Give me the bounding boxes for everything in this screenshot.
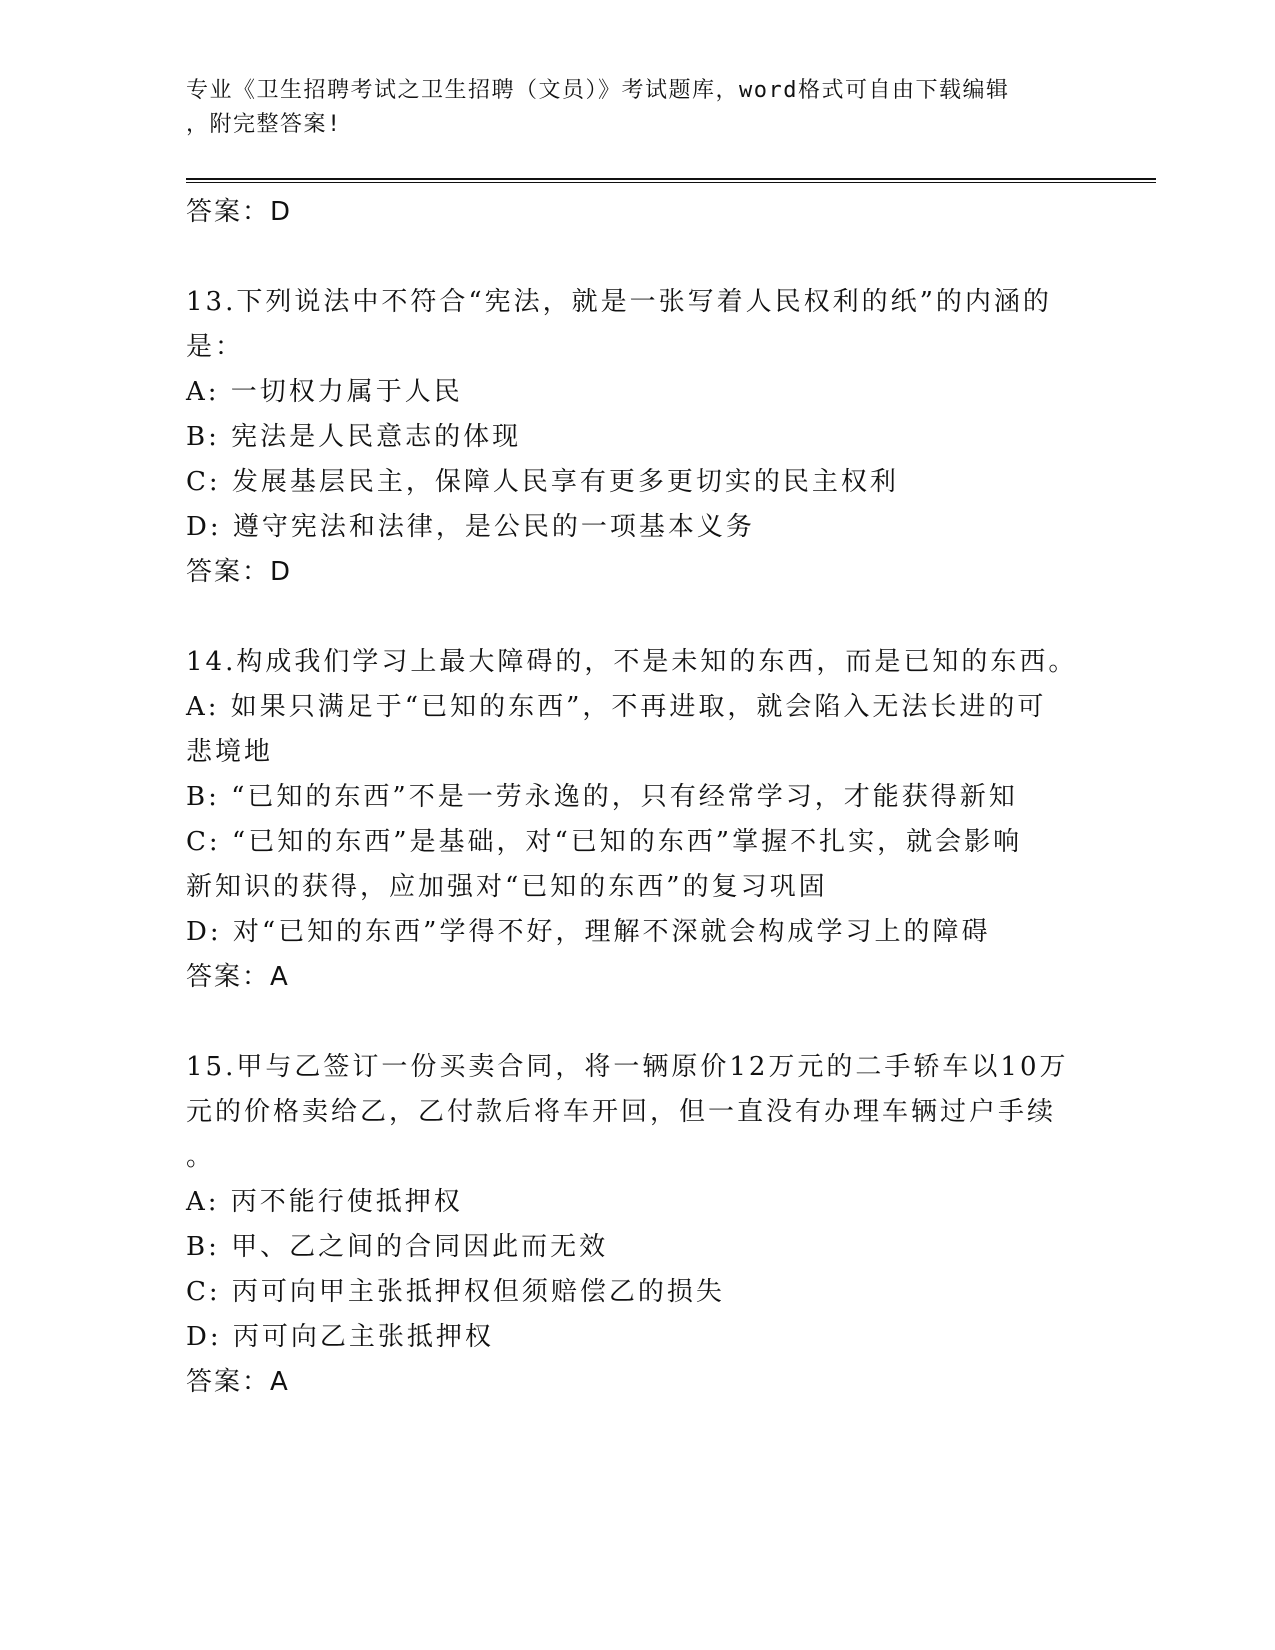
question-block xyxy=(186,280,1086,595)
option-d: D: 对“已知的东西”学得不好，理解不深就会构成学习上的障碍 xyxy=(186,917,991,947)
option-c: C: 丙可向甲主张抵押权但须赔偿乙的损失 xyxy=(186,1277,725,1307)
question-stem-line: 14.构成我们学习上最大障碍的，不是未知的东西，而是已知的东西。 xyxy=(186,647,1078,677)
question-stem-line: 是： xyxy=(186,332,245,362)
answer-label: 答案：D xyxy=(186,197,293,227)
option-c: C: “已知的东西”是基础，对“已知的东西”掌握不扎实，就会影响 xyxy=(186,827,1023,857)
header-line-1: 专业《卫生招聘考试之卫生招聘（文员）》考试题库，word格式可自由下载编辑 xyxy=(186,78,1010,103)
question-block xyxy=(186,1045,1086,1405)
option-b: B: “已知的东西”不是一劳永逸的，只有经常学习，才能获得新知 xyxy=(186,782,1018,812)
header-line-2: ，附完整答案! xyxy=(186,112,342,137)
option-b: B: 宪法是人民意志的体现 xyxy=(186,422,522,452)
option-a: A: 一切权力属于人民 xyxy=(186,377,463,407)
question-list xyxy=(186,190,1086,1405)
question-block xyxy=(186,640,1086,1000)
answer-label: 答案：A xyxy=(186,962,290,992)
header-divider xyxy=(186,178,1156,183)
document-page xyxy=(186,0,1156,1650)
question-stem-line: 13.下列说法中不符合“宪法，就是一张写着人民权利的纸”的内涵的 xyxy=(186,287,1052,317)
question-stem-line: 。 xyxy=(186,1142,216,1172)
option-d: D: 遵守宪法和法律，是公民的一项基本义务 xyxy=(186,512,755,542)
option-a: A: 丙不能行使抵押权 xyxy=(186,1187,463,1217)
question-stem-line: 15.甲与乙签订一份买卖合同，将一辆原价12万元的二手轿车以10万 xyxy=(186,1052,1069,1082)
answer-label: 答案：A xyxy=(186,1367,290,1397)
option-a-continued: 悲境地 xyxy=(186,737,274,767)
option-b: B: 甲、乙之间的合同因此而无效 xyxy=(186,1232,609,1262)
option-c-continued: 新知识的获得，应加强对“已知的东西”的复习巩固 xyxy=(186,872,828,902)
answer-label: 答案：D xyxy=(186,557,293,587)
question-stem-line: 元的价格卖给乙，乙付款后将车开回，但一直没有办理车辆过户手续 xyxy=(186,1097,1057,1127)
option-a: A: 如果只满足于“已知的东西”，不再进取，就会陷入无法长进的可 xyxy=(186,692,1047,722)
option-d: D: 丙可向乙主张抵押权 xyxy=(186,1322,494,1352)
page-header xyxy=(186,74,1066,142)
option-c: C: 发展基层民主，保障人民享有更多更切实的民主权利 xyxy=(186,467,899,497)
